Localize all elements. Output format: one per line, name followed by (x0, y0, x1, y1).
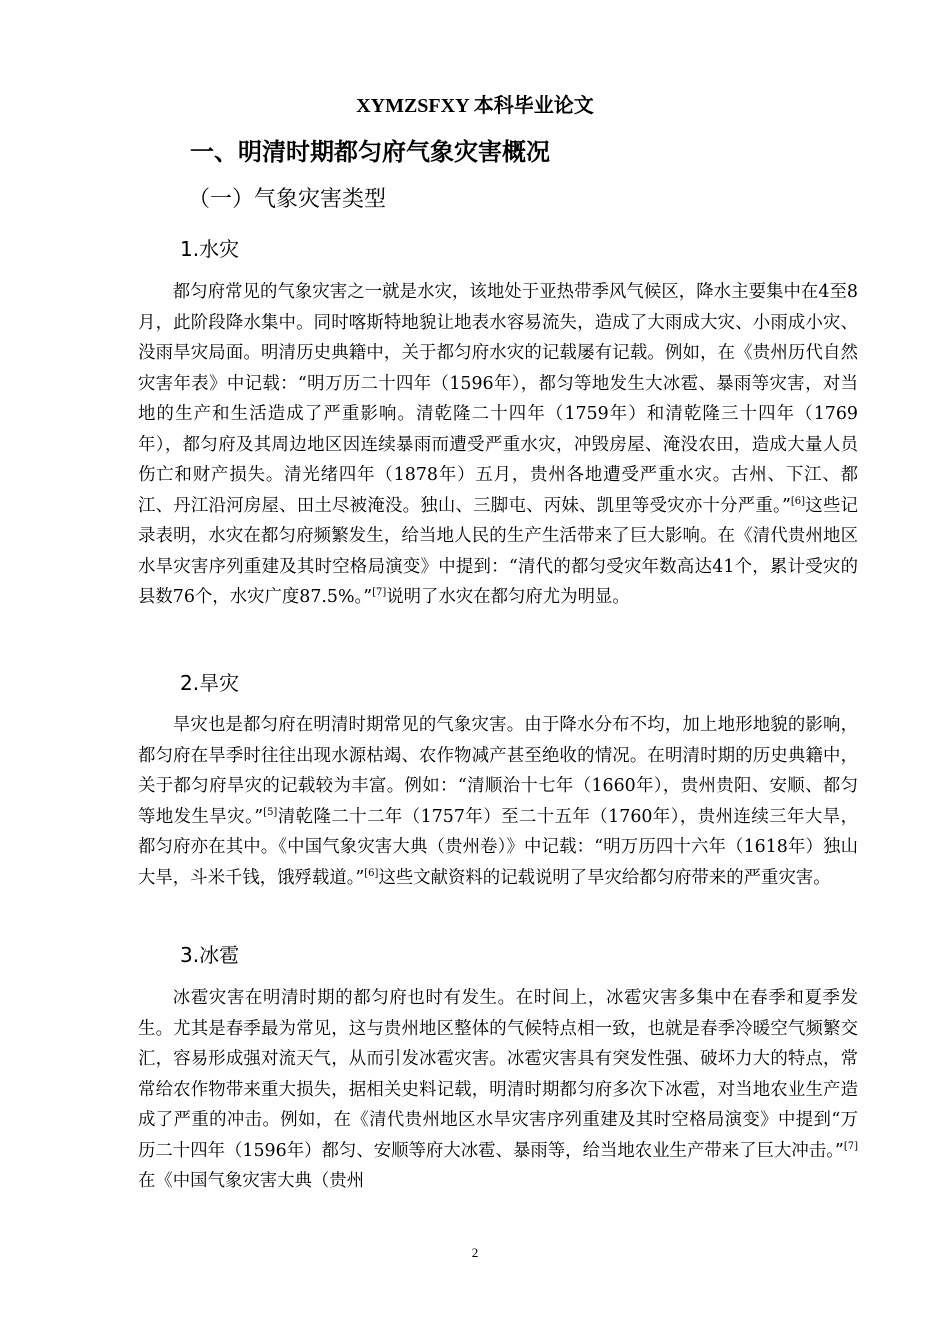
citation-marker: [7] (843, 1140, 858, 1152)
topic-heading-hail: 3.冰雹 (180, 943, 240, 967)
paragraph-flood (138, 277, 858, 613)
citation-marker: [6] (790, 495, 806, 507)
citation-marker: [7] (372, 587, 387, 599)
paragraph-drought (138, 710, 858, 893)
subsection-title: （一）气象灾害类型 (188, 187, 387, 212)
running-header: XYMZSFXY 本科毕业论文 (356, 95, 594, 117)
paragraph-text: 旱灾也是都匀府在明清时期常见的气象灾害。由于降水分布不均，加上地形地貌的影响，都匀府在旱季时往往出现水源枯竭、农作物减产甚至绝收的情况。在明清时期的历史典籍中，关于都匀府旱灾的记载较为丰富。例如：“清顺治十七年（1660年），贵州贵阳、安顺、都匀等地发生旱灾。” (138, 715, 858, 827)
paragraph-text: 这些记录表明，水灾在都匀府频繁发生，给当地人民的生产生活带来了巨大影响。在《清代贵州地区水旱灾害序列重建及其时空格局演变》中提到：“清代的都匀受灾年数高达41个，累计受灾的县数76个，水灾广度87.5%。” (138, 495, 858, 607)
topic-heading-flood: 1.水灾 (180, 237, 240, 261)
paragraph-hail (138, 983, 858, 1197)
citation-marker: [5] (263, 806, 278, 818)
paragraph-text: 在《中国气象灾害大典（贵州 (138, 1171, 365, 1191)
citation-marker: [6] (364, 867, 379, 879)
paragraph-text: 清乾隆二十二年（1757年）至二十五年（1760年），贵州连续三年大旱，都匀府亦在其中。《中国气象灾害大典（贵州卷）》中记载：“明万历四十六年（1618年）独山大旱，斗米千钱，饿殍载道。” (138, 806, 858, 888)
paragraph-text: 都匀府常见的气象灾害之一就是水灾，该地处于亚热带季风气候区，降水主要集中在4至8月，此阶段降水集中。同时喀斯特地貌让地表水容易流失，造成了大雨成大灾、小雨成小灾、没雨旱灾局面。明清历史典籍中，关于都匀府水灾的记载屡有记载。例如，在《贵州历代自然灾害年表》中记载：“明万历二十四年（1596年），都匀等地发生大冰雹、暴雨等灾害，对当地的生产和生活造成了严重影响。清乾隆二十四年（1759年）和清乾隆三十四年（1769年），都匀府及其周边地区因连续暴雨而遭受严重水灾，冲毁房屋、淹没农田，造成大量人员伤亡和财产损失。清光绪四年（1878年）五月，贵州各地遭受严重水灾。古州、下江、都江、丹江沿河房屋、田土尽被淹没。独山、三脚屯、丙妹、凯里等受灾亦十分严重。” (138, 282, 858, 516)
section-title: 一、明清时期都匀府气象灾害概况 (190, 138, 550, 166)
topic-heading-drought: 2.旱灾 (180, 671, 240, 695)
paragraph-text: 这些文献资料的记载说明了旱灾给都匀府带来的严重灾害。 (378, 867, 831, 888)
page-number: 2 (471, 1245, 479, 1260)
paragraph-text: 冰雹灾害在明清时期的都匀府也时有发生。在时间上，冰雹灾害多集中在春季和夏季发生。尤其是春季最为常见，这与贵州地区整体的气候特点相一致，也就是春季冷暖空气频繁交汇，容易形成强对流天气，从而引发冰雹灾害。冰雹灾害具有突发性强、破坏力大的特点，常常给农作物带来重大损失，据相关史料记载，明清时期都匀府多次下冰雹，对当地农业生产造成了严重的冲击。例如，在《清代贵州地区水旱灾害序列重建及其时空格局演变》中提到“万历二十四年（1596年）都匀、安顺等府大冰雹、暴雨等，给当地农业生产带来了巨大冲击。” (138, 988, 858, 1161)
paragraph-text: 说明了水灾在都匀府尤为明显。 (386, 587, 630, 607)
